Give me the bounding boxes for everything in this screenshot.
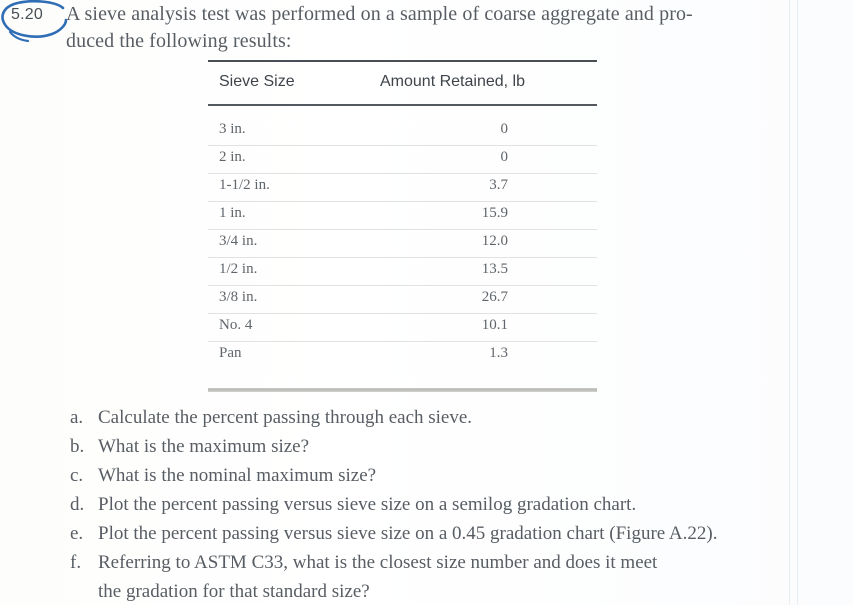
amount-retained-cell: 10.1 [481, 317, 508, 333]
sieve-size-cell: 3/8 in. [219, 289, 258, 305]
header-sieve-size: Sieve Size [219, 73, 295, 90]
table-bottom-rule [208, 388, 597, 392]
amount-retained-cell: 13.5 [481, 261, 508, 277]
question-item [70, 461, 840, 490]
table-row [208, 258, 597, 286]
question-text: Plot the percent passing versus sieve size on a 0.45 gradation chart (Figure A.22). [98, 523, 718, 544]
question-letter: c. [70, 465, 84, 486]
sieve-size-cell: 1-1/2 in. [219, 177, 270, 193]
question-letter: f. [70, 552, 82, 573]
problem-statement-line: duced the following results: [66, 30, 292, 52]
amount-retained-cell: 3.7 [489, 177, 508, 193]
amount-retained-cell: 1.3 [489, 345, 508, 361]
sieve-size-cell: Pan [219, 345, 242, 361]
question-text: What is the maximum size? [98, 436, 310, 457]
question-letter: a. [70, 407, 84, 428]
sieve-size-cell: 3 in. [219, 121, 246, 137]
question-text: Plot the percent passing versus sieve size on a semilog gradation chart. [98, 494, 637, 515]
amount-retained-cell: 15.9 [481, 205, 508, 221]
problem-statement-line: A sieve analysis test was performed on a sample of coarse aggregate and pro- [66, 3, 693, 25]
table-top-rule [208, 60, 597, 62]
table-header-rule [208, 104, 597, 106]
table-row [208, 342, 597, 370]
sieve-size-cell: 2 in. [219, 149, 246, 165]
question-text: Referring to ASTM C33, what is the closest size number and does it meet [98, 552, 658, 573]
question-item [70, 490, 840, 519]
question-text-continued: the gradation for that standard size? [98, 581, 370, 602]
question-text: What is the nominal maximum size? [98, 465, 377, 486]
problem-number: 5.20 [11, 6, 43, 23]
question-list [70, 403, 840, 606]
amount-retained-cell: 26.7 [481, 289, 508, 305]
sieve-size-cell: 1/2 in. [219, 261, 258, 277]
question-letter: e. [70, 523, 84, 544]
problem-statement [66, 1, 826, 55]
question-text: Calculate the percent passing through each sieve. [98, 407, 473, 428]
question-letter: d. [70, 494, 85, 515]
table-row [208, 146, 597, 174]
sieve-size-cell: 1 in. [219, 205, 246, 221]
question-item [70, 519, 840, 548]
table-row [208, 118, 597, 146]
amount-retained-cell: 12.0 [481, 233, 508, 249]
header-amount-retained: Amount Retained, lb [380, 73, 525, 90]
question-item [70, 403, 840, 432]
question-item [70, 432, 840, 461]
table-row [208, 286, 597, 314]
amount-retained-cell: 0 [500, 121, 508, 137]
table-row [208, 230, 597, 258]
table-row [208, 202, 597, 230]
table-body [208, 118, 597, 370]
question-letter: b. [70, 436, 85, 457]
question-item [70, 548, 840, 606]
amount-retained-cell: 0 [500, 149, 508, 165]
table-row [208, 314, 597, 342]
table-row [208, 174, 597, 202]
sieve-size-cell: 3/4 in. [219, 233, 258, 249]
sieve-size-cell: No. 4 [219, 317, 253, 333]
